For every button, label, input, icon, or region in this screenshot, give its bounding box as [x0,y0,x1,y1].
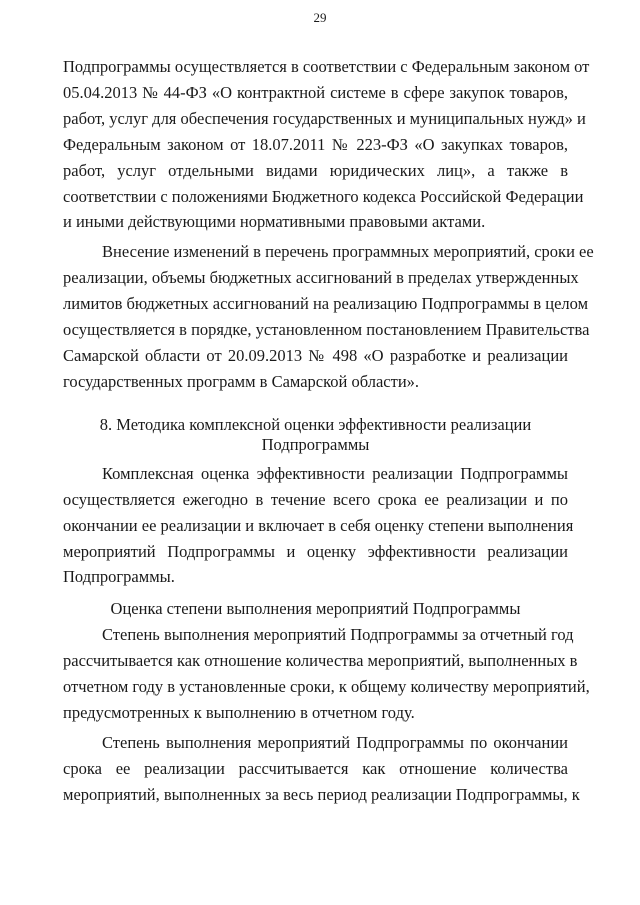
section-heading [63,415,568,455]
text-line: Подпрограммы. [63,567,175,587]
paragraph-changes [63,239,594,394]
text-line: мероприятий Подпрограммы и оценку эффективности реализации [63,541,568,561]
document-body [63,54,594,808]
subsection-heading: Оценка степени выполнения мероприятий Подпрограммы [110,599,521,619]
text-line: Внесение изменений в перечень программных мероприятий, сроки ее [102,242,594,262]
text-line: соответствии с положениями Бюджетного кодекса Российской Федерации [63,186,584,206]
text-line: рассчитывается как отношение количества мероприятий, выполненных в [63,651,578,671]
text-line: окончании ее реализации и включает в себя оценку степени выполнения [63,515,574,535]
text-line: срока ее реализации рассчитывается как отношение количества [63,758,568,778]
paragraph-yearly-degree [63,622,590,726]
text-line: Степень выполнения мероприятий Подпрограммы по окончании [102,732,568,752]
page-number: 29 [313,10,327,25]
text-line: осуществляется в порядке, установленном постановлением Правительства [63,320,590,340]
text-line: лимитов бюджетных ассигнований на реализацию Подпрограммы в целом [63,294,589,314]
text-line: 05.04.2013 № 44-ФЗ «О контрактной системе в сфере закупок товаров, [63,82,568,102]
text-line: Комплексная оценка эффективности реализации Подпрограммы [102,463,568,483]
text-line: Степень выполнения мероприятий Подпрограммы за отчетный год [102,625,574,645]
paragraph-complex-assessment [63,461,574,591]
paragraph-final-degree [63,730,580,808]
text-line: отчетном году в установленные сроки, к общему количеству мероприятий, [63,677,590,697]
text-line: мероприятий, выполненных за весь период реализации Подпрограммы, к [63,784,580,804]
text-line: работ, услуг для обеспечения государственных и муниципальных нужд» и [63,108,586,128]
text-line: Федеральным законом от 18.07.2011 № 223-ФЗ «О закупках товаров, [63,134,568,154]
text-line: работ, услуг отдельными видами юридических лиц», а также в [63,160,568,180]
text-line: предусмотренных к выполнению в отчетном году. [63,702,415,722]
text-line: осуществляется ежегодно в течение всего срока ее реализации и по [63,489,568,509]
text-line: Самарской области от 20.09.2013 № 498 «О разработке и реализации [63,345,568,365]
text-line: и иными действующими нормативными правовыми актами. [63,212,486,232]
text-line: государственных программ в Самарской области». [63,371,420,391]
text-line: Подпрограммы осуществляется в соответствии с Федеральным законом от [63,57,590,76]
section-heading-line: Подпрограммы [261,434,370,454]
section-heading-line: 8. Методика комплексной оценки эффективности реализации [99,414,532,434]
text-line: реализации, объемы бюджетных ассигнований в пределах утвержденных [63,268,579,288]
paragraph-legal-basis [63,54,590,235]
